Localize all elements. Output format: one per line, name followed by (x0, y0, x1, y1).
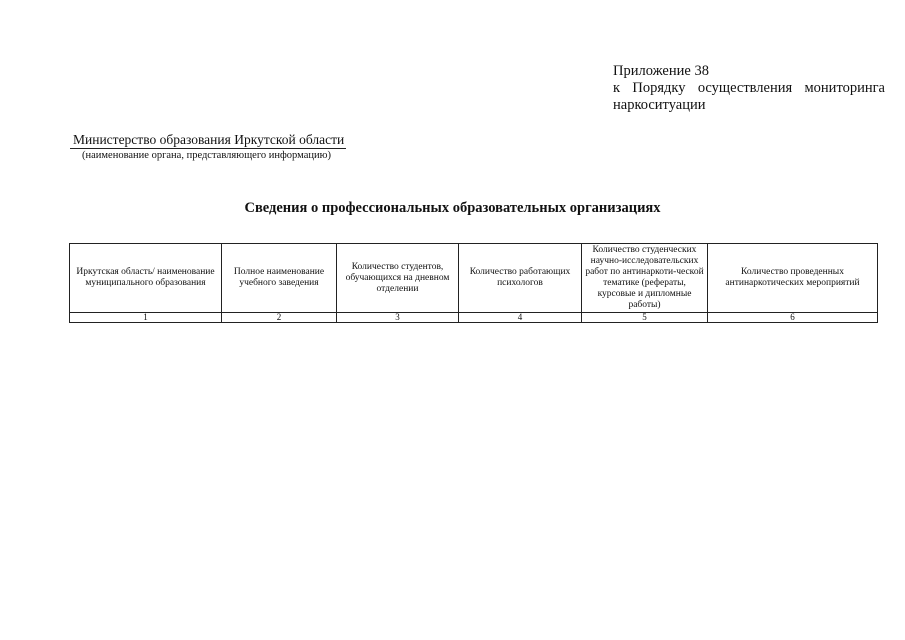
column-number: 3 (337, 313, 459, 323)
column-number: 1 (70, 313, 222, 323)
organization-name: Министерство образования Иркутской области (73, 132, 345, 147)
header-research-works: Количество студенческих научно-исследовательских работ по антинаркоти-ческой тематике (рефераты, курсовые и дипломные работы) (582, 244, 708, 313)
document-title: Сведения о профессиональных образовательных организациях (244, 200, 661, 216)
organization-caption: (наименование органа, представляющего информацию) (82, 150, 331, 161)
header-events-count: Количество проведенных антинаркотических мероприятий (708, 244, 878, 313)
appendix-word: осуществления (697, 80, 793, 96)
appendix-word: к (613, 80, 621, 96)
column-number-row (70, 313, 878, 323)
appendix-order-line (613, 80, 885, 97)
header-institution-name: Полное наименование учебного заведения (222, 244, 337, 313)
column-number: 2 (222, 313, 337, 323)
organization-underline (70, 148, 346, 149)
table-header-row (70, 244, 878, 313)
appendix-reference (613, 63, 885, 114)
appendix-word: мониторинга (804, 80, 885, 96)
header-student-count: Количество студентов, обучающихся на дневном отделении (337, 244, 459, 313)
report-table (69, 243, 878, 323)
column-number: 5 (582, 313, 708, 323)
reporting-organization (70, 132, 348, 162)
header-psychologist-count: Количество работающих психологов (459, 244, 582, 313)
header-region: Иркутская область/ наименование муниципального образования (70, 244, 222, 313)
appendix-subject: наркоситуации (613, 97, 706, 113)
appendix-word: Порядку (632, 80, 686, 96)
column-number: 6 (708, 313, 878, 323)
appendix-number: Приложение 38 (613, 63, 709, 79)
column-number: 4 (459, 313, 582, 323)
